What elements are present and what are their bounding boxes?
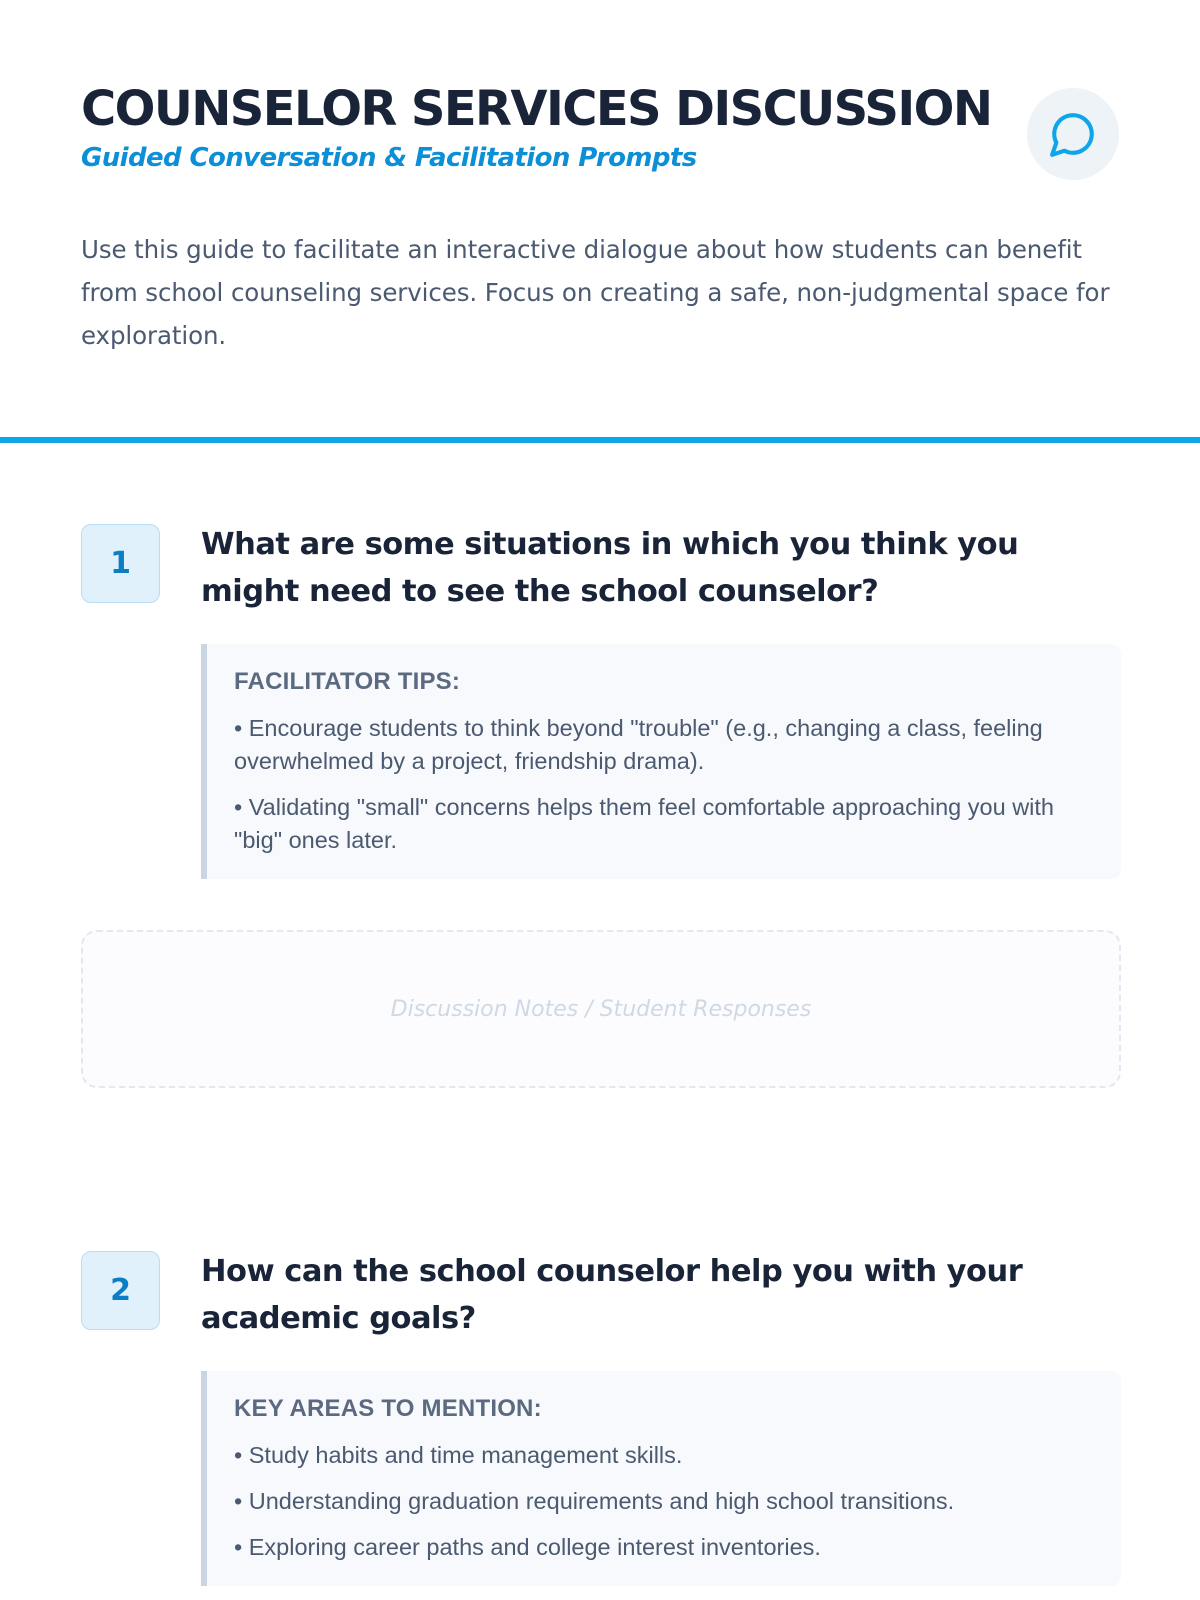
section-divider [0, 437, 1200, 443]
facilitator-tips-box [201, 644, 1121, 879]
tips-heading: KEY AREAS TO MENTION: [234, 1395, 542, 1422]
chat-bubble-icon [1027, 88, 1119, 180]
tip-item: • Validating "small" concerns helps them feel comfortable approaching you with "big" ones later. [234, 794, 1054, 853]
page-subtitle: Guided Conversation & Facilitation Prompts [81, 143, 697, 173]
key-areas-box [201, 1371, 1121, 1586]
question-text: How can the school counselor help you with your academic goals? [201, 1254, 1023, 1336]
tips-heading: FACILITATOR TIPS: [234, 668, 461, 695]
discussion-notes-area[interactable] [81, 930, 1121, 1088]
intro-paragraph: Use this guide to facilitate an interactive dialogue about how students can benefit from school counseling services. Focus on creating a safe, non-judgmental space for exploration. [81, 235, 1110, 350]
question-number-badge: 2 [81, 1251, 160, 1330]
page-title: COUNSELOR SERVICES DISCUSSION [81, 81, 992, 137]
question-text: What are some situations in which you think you might need to see the school counselor? [201, 527, 1019, 609]
header [81, 80, 1121, 174]
tip-item: • Study habits and time management skills. [234, 1442, 683, 1468]
notes-placeholder: Discussion Notes / Student Responses [390, 996, 812, 1022]
question-number-badge: 1 [81, 524, 160, 603]
tip-item: • Understanding graduation requirements and high school transitions. [234, 1488, 955, 1514]
tip-item: • Exploring career paths and college interest inventories. [234, 1534, 821, 1560]
tip-item: • Encourage students to think beyond "trouble" (e.g., changing a class, feeling overwhelmed by a project, friendship drama). [234, 715, 1043, 774]
